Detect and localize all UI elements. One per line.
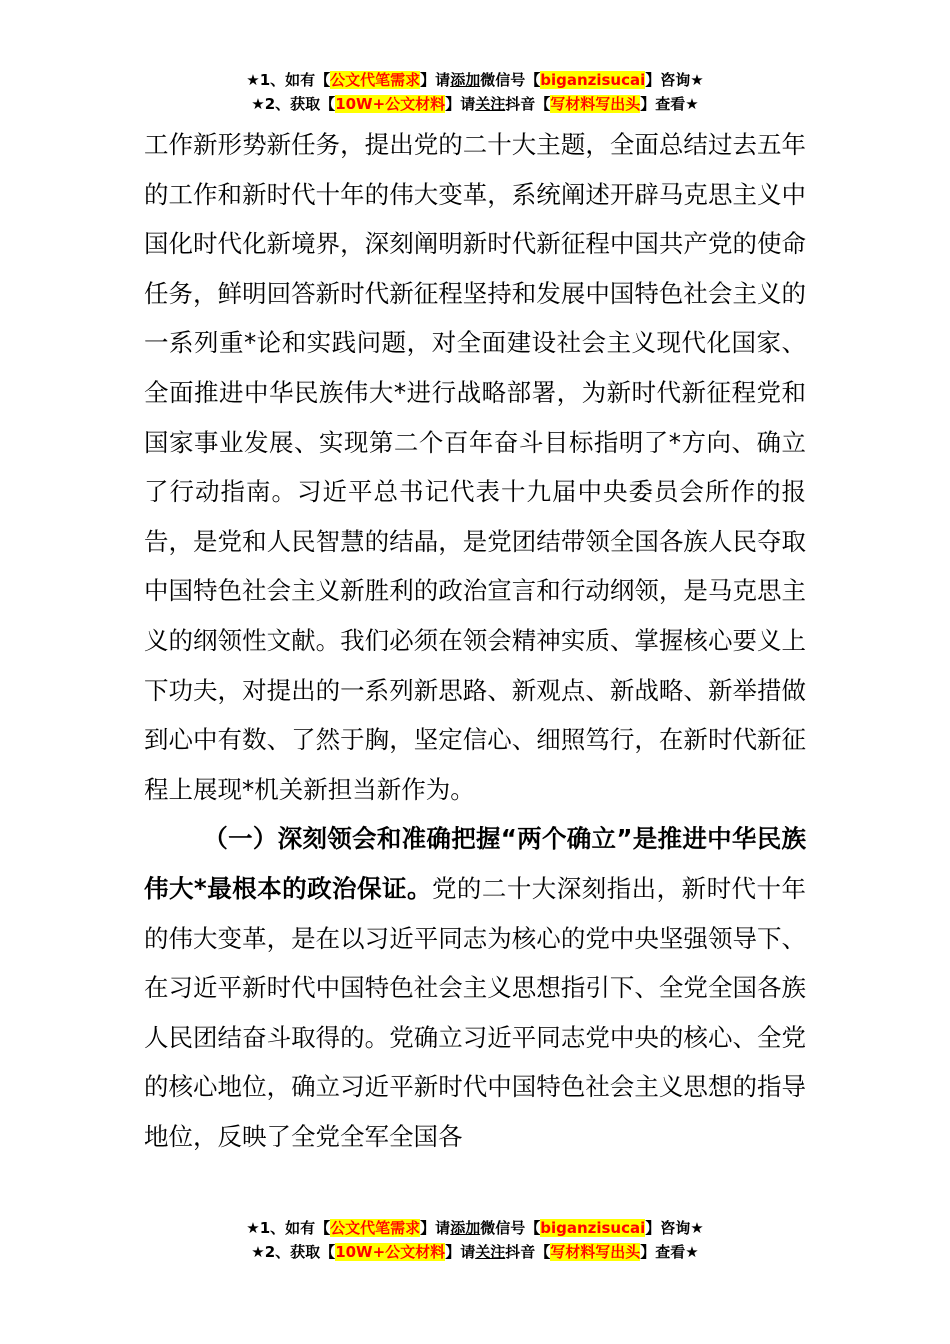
paragraph-2-text: 党的二十大深刻指出，新时代十年的伟大变革，是在以习近平同志为核心的党中央坚强领导下、在习近平新时代中国特色社会主义思想指引下、全党全国各族人民团结奋斗取得的。党确立习近平同志党中央的核心、全党的核心地位，确立习近平新时代中国特色社会主义思想的指导地位，反映了全党全军全国各 xyxy=(144,873,806,1151)
paragraph-2 xyxy=(144,814,806,1161)
header-banner xyxy=(0,68,950,116)
banner-text: 】请 xyxy=(420,1219,451,1237)
banner-text: 】咨询★ xyxy=(645,71,704,89)
highlight-wechat-id: biganzisucai xyxy=(540,71,646,89)
document-body xyxy=(144,120,806,1161)
highlight-service: 公文代笔需求 xyxy=(330,71,421,89)
banner-text: 】请 xyxy=(445,95,476,113)
highlight-douyin-account: 写材料写出头 xyxy=(550,95,641,113)
banner-text: ★1、如有【 xyxy=(246,1219,331,1237)
section-heading: （一）深刻领会和准确把握“两个确立”是推进中华民族伟大*最根本的政治保证。 xyxy=(144,824,806,903)
underlined-text: 关注 xyxy=(475,95,506,113)
banner-line-1 xyxy=(0,1216,950,1240)
banner-line-1 xyxy=(0,68,950,92)
banner-text: 抖音【 xyxy=(505,1243,551,1261)
underlined-text: 添加 xyxy=(450,71,481,89)
highlight-douyin-account: 写材料写出头 xyxy=(550,1243,641,1261)
underlined-text: 添加 xyxy=(450,1219,481,1237)
banner-text: 抖音【 xyxy=(505,95,551,113)
banner-text: 微信号【 xyxy=(480,71,541,89)
highlight-service: 公文代笔需求 xyxy=(330,1219,421,1237)
paragraph-1: 工作新形势新任务，提出党的二十大主题，全面总结过去五年的工作和新时代十年的伟大变革，系统阐述开辟马克思主义中国化时代化新境界，深刻阐明新时代新征程中国共产党的使命任务，鲜明回答新时代新征程坚持和发展中国特色社会主义的一系列重*论和实践问题，对全面建设社会主义现代化国家、全面推进中华民族伟大*进行战略部署，为新时代新征程党和国家事业发展、实现第二个百年奋斗目标指明了*方向、确立了行动指南。习近平总书记代表十九届中央委员会所作的报告，是党和人民智慧的结晶，是党团结带领全国各族人民夺取中国特色社会主义新胜利的政治宣言和行动纲领，是马克思主义的纲领性文献。我们必须在领会精神实质、掌握核心要义上下功夫，对提出的一系列新思路、新观点、新战略、新举措做到心中有数、了然于胸，坚定信心、细照笃行，在新时代新征程上展现*机关新担当新作为。 xyxy=(144,130,806,804)
banner-text: 微信号【 xyxy=(480,1219,541,1237)
highlight-materials: 10W+公文材料 xyxy=(335,1243,446,1261)
banner-text: ★1、如有【 xyxy=(246,71,331,89)
banner-text: ★2、获取【 xyxy=(251,1243,336,1261)
banner-text: 】请 xyxy=(445,1243,476,1261)
footer-banner xyxy=(0,1216,950,1264)
highlight-materials: 10W+公文材料 xyxy=(335,95,446,113)
banner-text: 】查看★ xyxy=(640,1243,699,1261)
underlined-text: 关注 xyxy=(475,1243,506,1261)
banner-line-2 xyxy=(0,92,950,116)
banner-line-2 xyxy=(0,1240,950,1264)
banner-text: 】请 xyxy=(420,71,451,89)
banner-text: 】咨询★ xyxy=(645,1219,704,1237)
banner-text: ★2、获取【 xyxy=(251,95,336,113)
banner-text: 】查看★ xyxy=(640,95,699,113)
highlight-wechat-id: biganzisucai xyxy=(540,1219,646,1237)
